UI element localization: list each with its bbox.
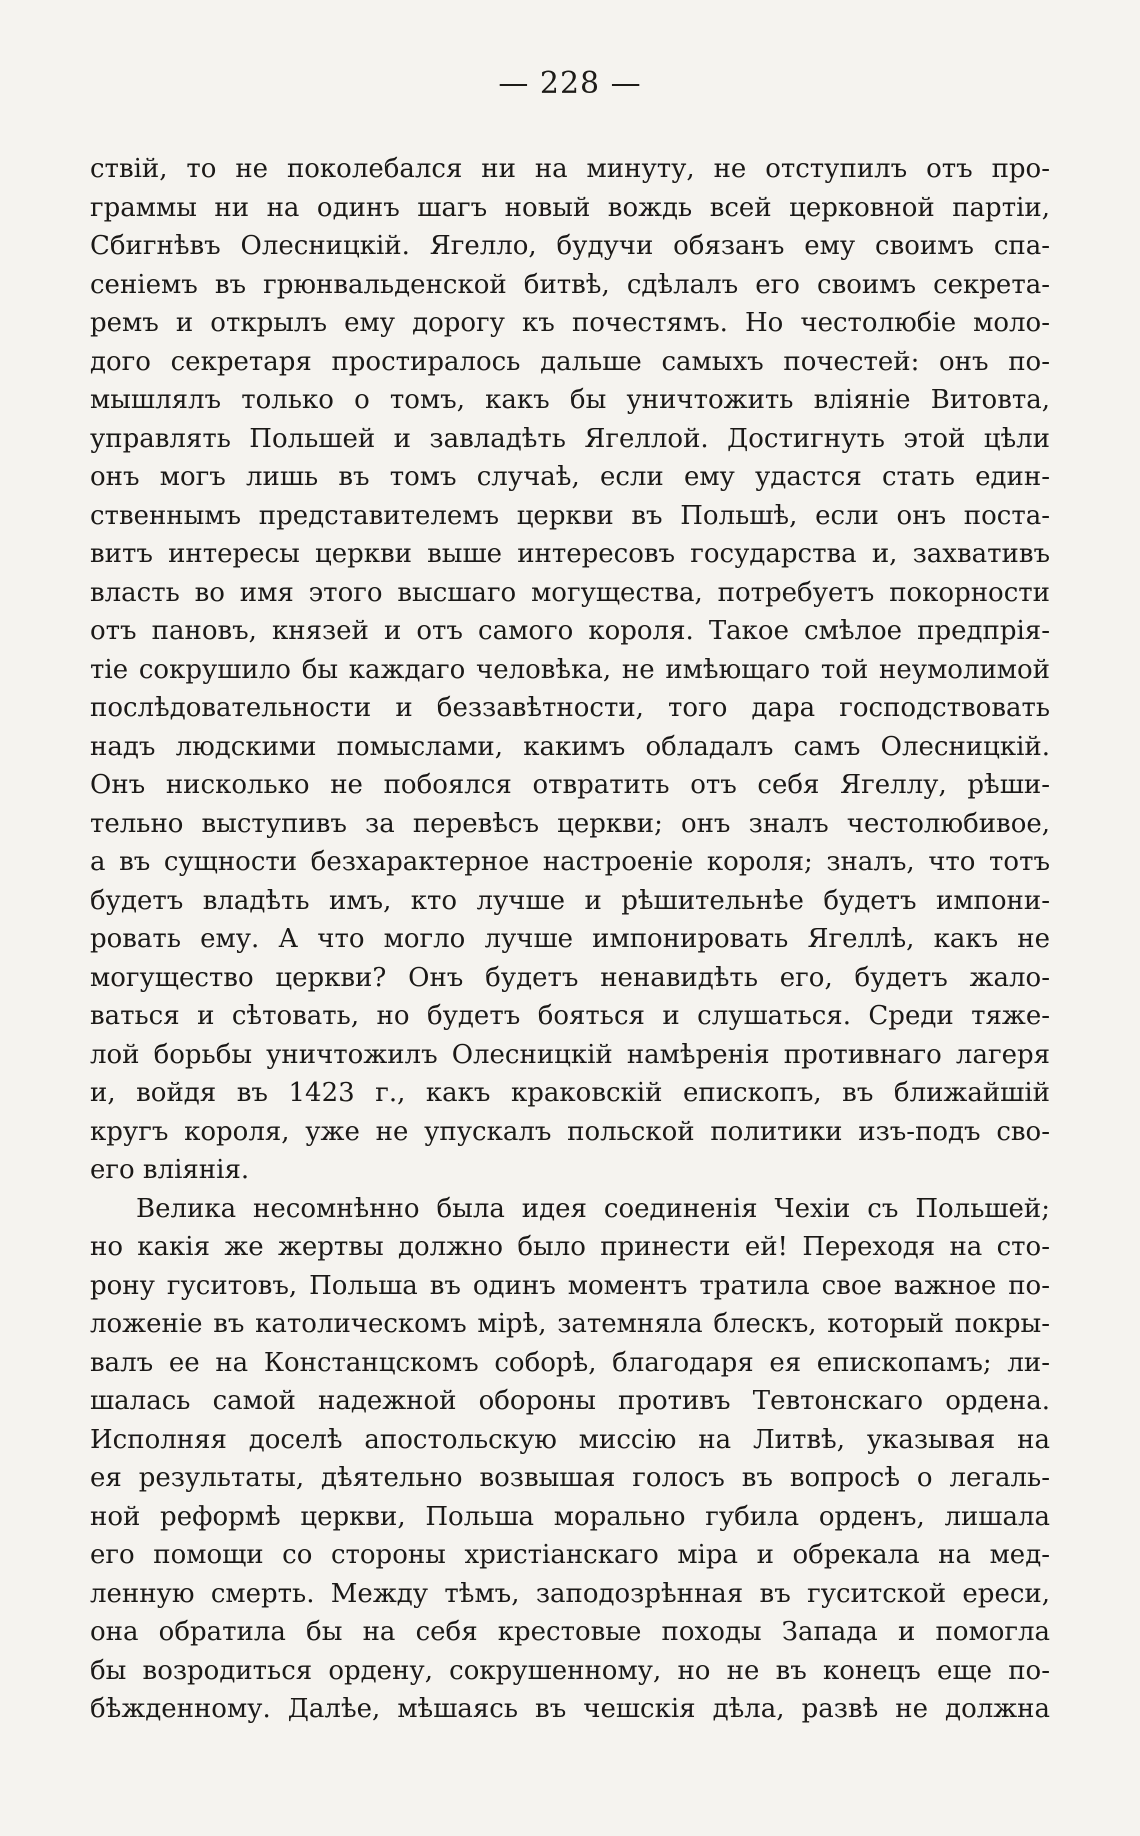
text-line: Онъ нисколько не побоялся отвратить отъ себя Ягеллу, рѣши- xyxy=(90,770,1050,800)
text-line: могущество церкви? Онъ будетъ ненавидѣть его, будетъ жало- xyxy=(90,962,1050,993)
text-line: ложеніе въ католическомъ мірѣ, затемняла блескъ, который покры- xyxy=(90,1309,1050,1339)
text-line: ваться и сѣтовать, но будетъ бояться и слушаться. Среди тяже- xyxy=(90,1001,1050,1031)
text-line: бы возродиться ордену, сокрушенному, но не въ конецъ еще по- xyxy=(90,1655,1050,1686)
paragraph-2 xyxy=(90,1190,1050,1729)
page-number: — 228 — xyxy=(498,66,642,101)
text-line: мышлялъ только о томъ, какъ бы уничтожить вліяніе Витовта, xyxy=(90,385,1050,415)
text-line: шалась самой надежной обороны противъ Тевтонскаго ордена. xyxy=(90,1386,1050,1416)
text-line: его помощи со стороны христіанскаго міра и обрекала на мед- xyxy=(90,1540,1050,1570)
text-line: власть во имя этого высшаго могущества, потребуетъ покорности xyxy=(90,577,1050,608)
text-line: его вліянія. xyxy=(90,1155,250,1185)
text-line: валъ ее на Констанцскомъ соборѣ, благодаря ея епископамъ; ли- xyxy=(90,1347,1050,1378)
text-line: Исполняя доселѣ апостольскую миссію на Литвѣ, указывая на xyxy=(90,1424,1050,1455)
text-line: ровать ему. А что могло лучше импонировать Ягеллѣ, какъ не xyxy=(90,924,1050,954)
text-line: отъ пановъ, князей и отъ самого короля. Такое смѣлое предпрія- xyxy=(90,616,1050,646)
text-line: ственнымъ представителемъ церкви въ Польшѣ, если онъ поста- xyxy=(90,500,1050,531)
text-line: ея результаты, дѣятельно возвышая голосъ въ вопросѣ о легаль- xyxy=(90,1463,1050,1493)
text-line: ной реформѣ церкви, Польша морально губила орденъ, лишала xyxy=(90,1501,1050,1532)
text-line: надъ людскими помыслами, какимъ обладалъ самъ Олесницкій. xyxy=(90,731,1050,762)
body-text xyxy=(90,150,1050,1729)
text-line: ленную смерть. Между тѣмъ, заподозрѣнная въ гуситской ереси, xyxy=(90,1578,1050,1609)
text-line: ремъ и открылъ ему дорогу къ почестямъ. Но честолюбіе моло- xyxy=(90,308,1050,338)
text-line: кругъ короля, уже не упускалъ польской политики изъ-подъ сво- xyxy=(90,1116,1050,1147)
text-line: бѣжденному. Далѣе, мѣшаясь въ чешскія дѣла, развѣ не должна xyxy=(90,1694,1050,1724)
text-line: Велика несомнѣнно была идея соединенія Чехіи съ Польшей; xyxy=(136,1193,1050,1224)
text-line: сеніемъ въ грюнвальденской битвѣ, сдѣлалъ его своимъ секрета- xyxy=(90,269,1050,300)
text-line: управлять Польшей и завладѣть Ягеллой. Достигнуть этой цѣли xyxy=(90,423,1050,454)
text-line: тіе сокрушило бы каждаго человѣка, не имѣющаго той неумолимой xyxy=(90,654,1050,685)
text-line: и, войдя въ 1423 г., какъ краковскій епископъ, въ ближайшій xyxy=(90,1078,1050,1108)
text-line: послѣдовательности и беззавѣтности, того дара господствовать xyxy=(90,693,1050,723)
text-line: Сбигнѣвъ Олесницкій. Ягелло, будучи обязанъ ему своимъ спа- xyxy=(90,231,1050,261)
text-line: будетъ владѣть имъ, кто лучше и рѣшительнѣе будетъ импони- xyxy=(90,885,1050,916)
text-line: она обратила бы на себя крестовые походы Запада и помогла xyxy=(90,1617,1050,1647)
text-line: а въ сущности безхарактерное настроеніе короля; зналъ, что тотъ xyxy=(90,847,1050,877)
text-line: дого секретаря простиралось дальше самыхъ почестей: онъ по- xyxy=(90,346,1050,377)
paragraph-1 xyxy=(90,150,1050,1190)
text-line: онъ могъ лишь въ томъ случаѣ, если ему удастся стать един- xyxy=(90,462,1050,492)
text-line: тельно выступивъ за перевѣсъ церкви; онъ зналъ честолюбивое, xyxy=(90,808,1050,839)
text-line: ствій, то не поколебался ни на минуту, не отступилъ отъ про- xyxy=(90,154,1050,184)
text-line: граммы ни на одинъ шагъ новый вождь всей церковной партіи, xyxy=(90,192,1050,223)
text-line: но какія же жертвы должно было принести ей! Переходя на сто- xyxy=(90,1232,1050,1262)
text-line: витъ интересы церкви выше интересовъ государства и, захвативъ xyxy=(90,539,1050,569)
text-line: рону гуситовъ, Польша въ одинъ моментъ тратила свое важное по- xyxy=(90,1270,1050,1301)
text-line: лой борьбы уничтожилъ Олесницкій намѣренія противнаго лагеря xyxy=(90,1039,1050,1070)
